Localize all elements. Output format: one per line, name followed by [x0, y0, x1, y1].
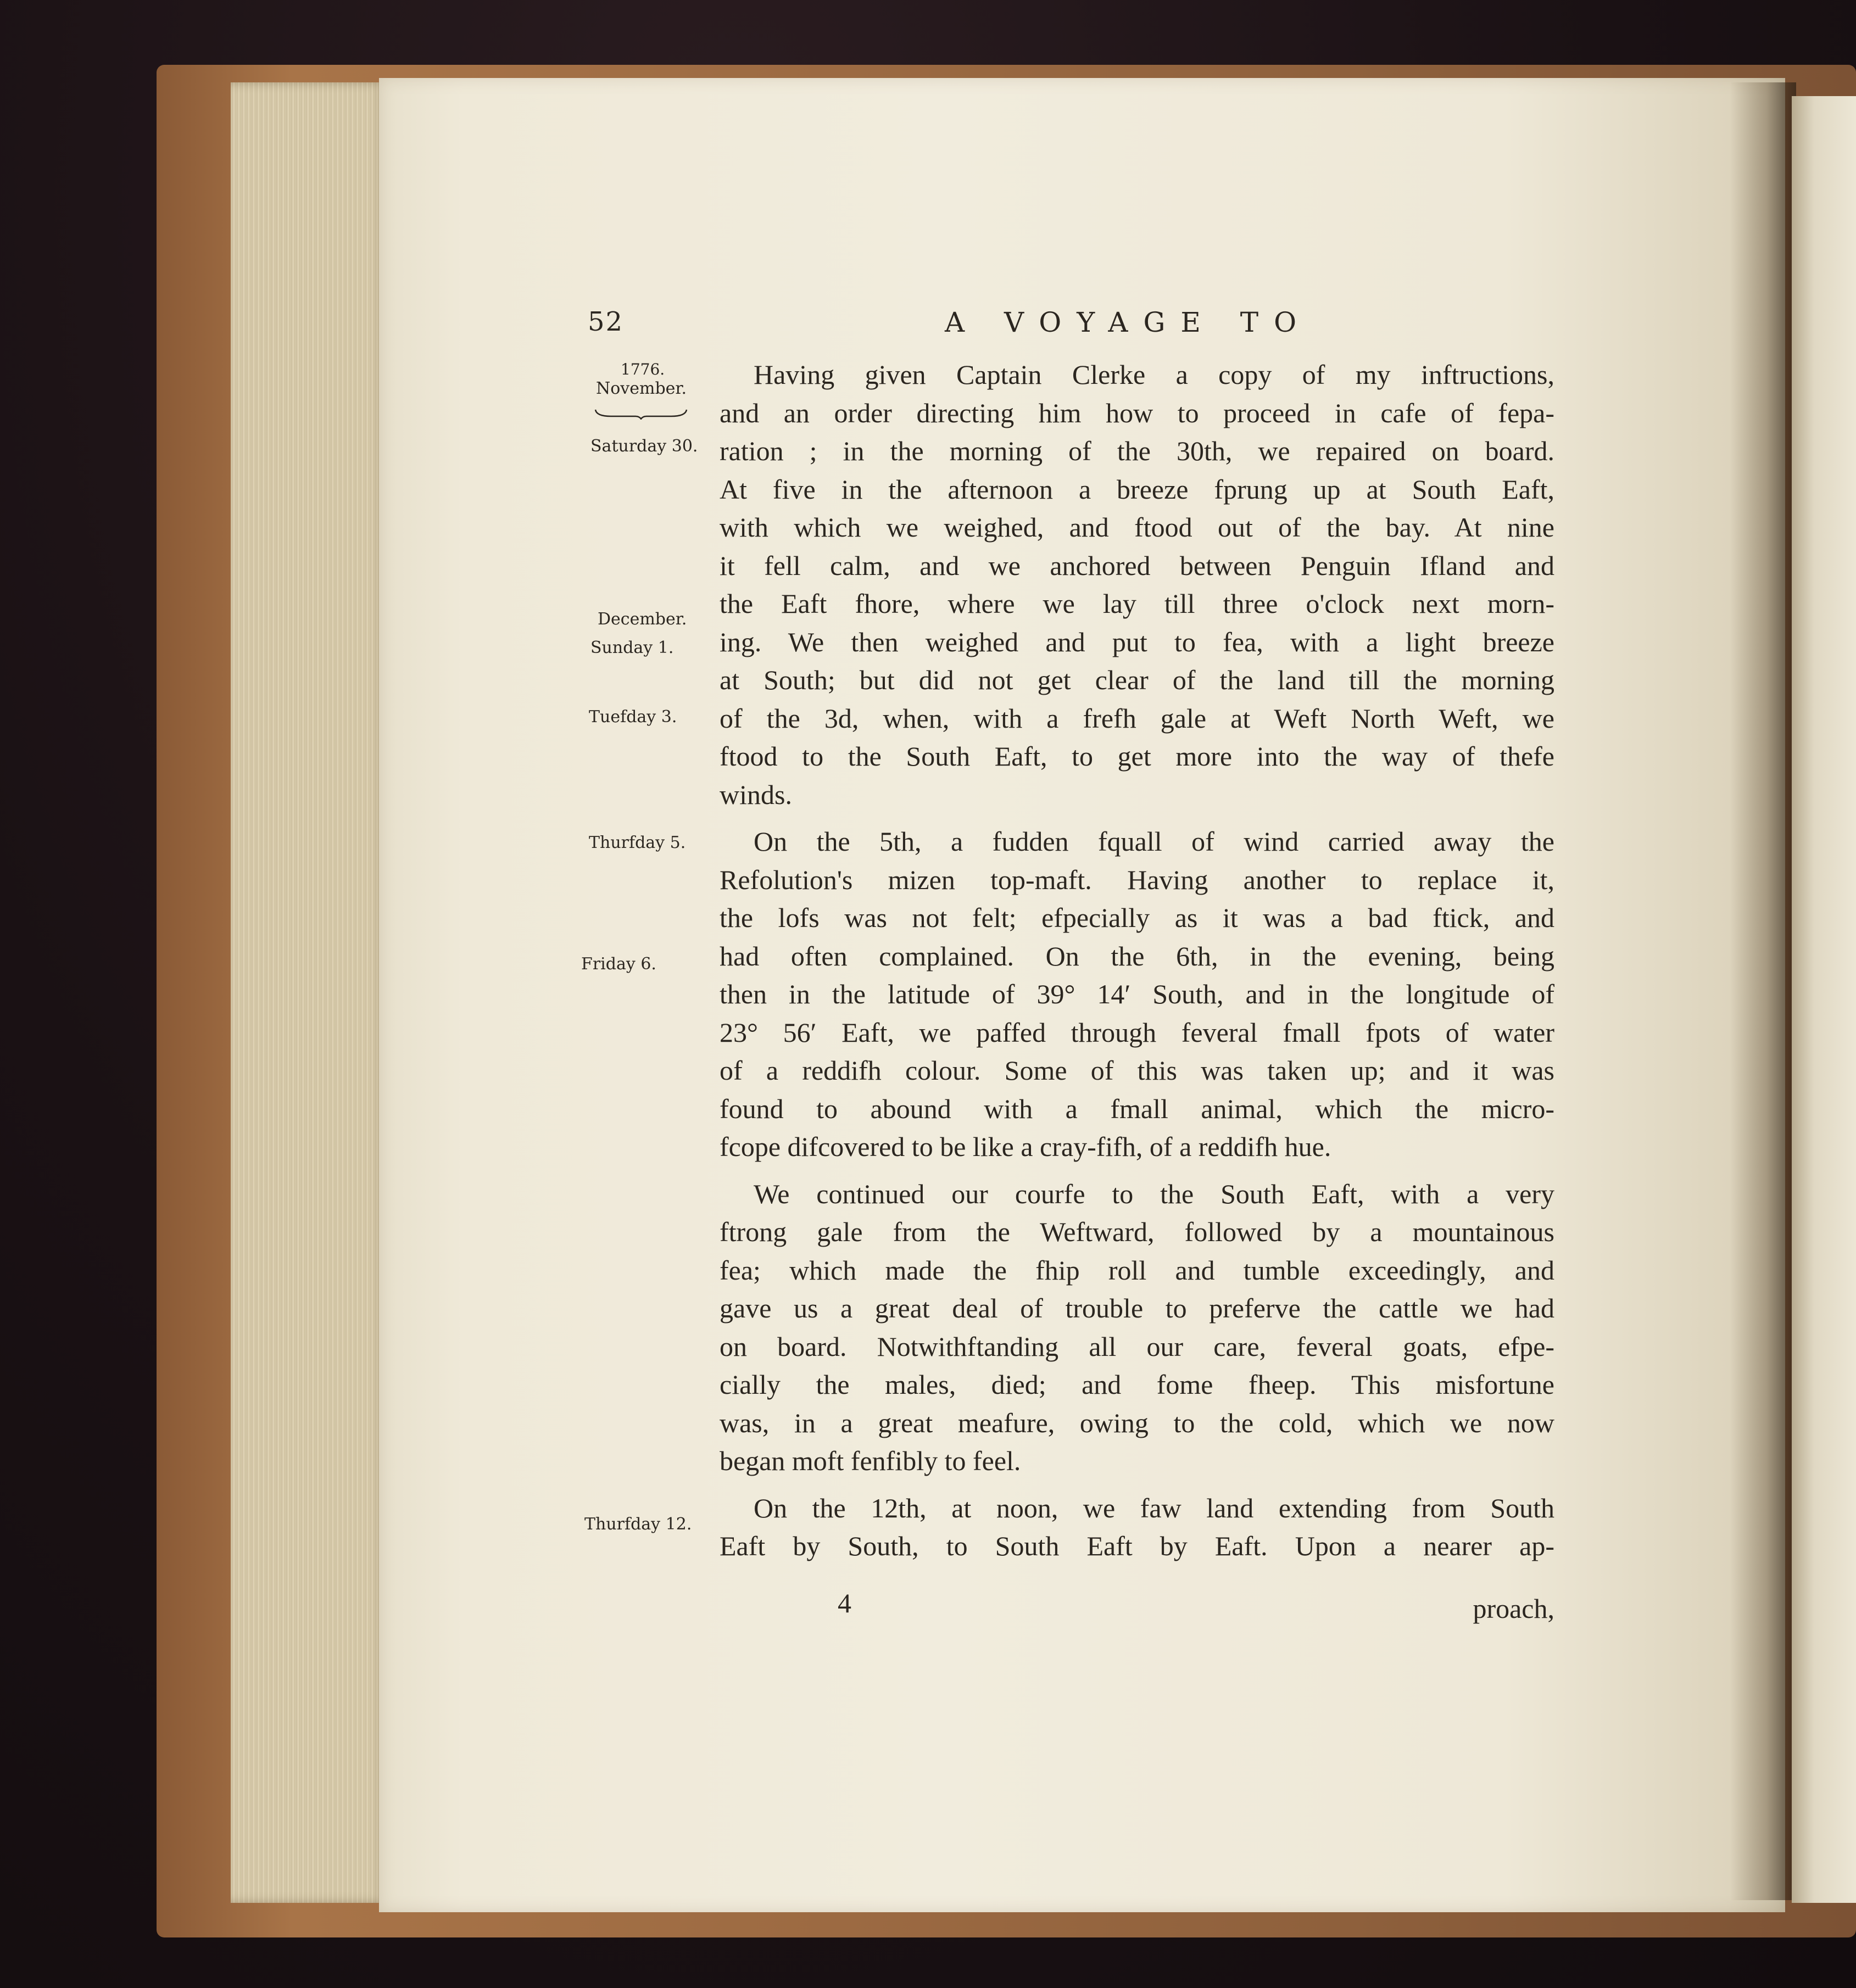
text-line: Eaft by South, to South Eaft by Eaft. Upon a nearer ap- [720, 1531, 1554, 1561]
text-line: ftrong gale from the Weftward, followed by a mountainous [720, 1216, 1554, 1247]
text-line: the lofs was not felt; efpecially as it was a bad ftick, and [720, 902, 1554, 933]
margin-tuesday-3: Tuefday 3. [589, 707, 677, 727]
text-line: the Eaft fhore, where we lay till three o'clock next morn- [720, 588, 1554, 619]
text-line: 23° 56′ Eaft, we paffed through feveral fmall fpots of water [720, 1017, 1554, 1048]
text-line: on board. Notwithftanding all our care, feveral goats, efpe- [720, 1331, 1554, 1362]
text-line: At five in the afternoon a breeze fprung up at South Eaft, [720, 473, 1554, 505]
facing-page-edge [1792, 96, 1856, 1903]
text-line: ftood to the South Eaft, to get more into the way of thefe [720, 741, 1554, 772]
text-line: cially the males, died; and fome fheep. This misfortune [720, 1369, 1554, 1400]
text-line: We continued our courfe to the South Eaft, with a very [754, 1178, 1554, 1209]
text-line: ing. We then weighed and put to fea, with a light breeze [720, 626, 1554, 657]
text-line: of a reddifh colour. Some of this was taken up; and it was [720, 1055, 1554, 1086]
margin-month-december: December. [598, 610, 687, 629]
text-line: began moft fenfibly to feel. [720, 1445, 1021, 1476]
catchword: proach, [1473, 1593, 1554, 1624]
text-line: of the 3d, when, with a frefh gale at Weft North Weft, we [720, 702, 1554, 734]
page-footer [720, 1587, 1554, 1626]
text-line: fcope difcovered to be like a cray-fifh, of a reddifh hue. [720, 1131, 1331, 1162]
paragraph [720, 356, 1554, 814]
margin-saturday-30: Saturday 30. [590, 437, 698, 456]
paragraph [720, 1175, 1554, 1481]
text-line: On the 5th, a fudden fquall of wind carried away the [754, 826, 1554, 857]
text-line: Having given Captain Clerke a copy of my inftructions, [754, 359, 1554, 390]
margin-thursday-5: Thurfday 5. [589, 833, 686, 852]
page-header [588, 306, 1560, 350]
text-line: then in the latitude of 39° 14′ South, and in the longitude of [720, 979, 1554, 1009]
text-line: gave us a great deal of trouble to preferve the cattle we had [720, 1293, 1554, 1324]
margin-brace [594, 409, 688, 420]
text-line: had often complained. On the 6th, in the evening, being [720, 940, 1554, 971]
margin-year: 1776. [621, 360, 665, 378]
text-line: and an order directing him how to proceed in cafe of fepa- [720, 397, 1554, 428]
text-line: ration ; in the morning of the 30th, we repaired on board. [720, 435, 1554, 466]
margin-sunday-1: Sunday 1. [590, 638, 674, 657]
paragraph [720, 1489, 1554, 1566]
page-edges [231, 82, 387, 1903]
text-line: Refolution's mizen top-maft. Having another to replace it, [720, 864, 1554, 895]
margin-month-november: November. [596, 379, 687, 398]
text-line: at South; but did not get clear of the land till the morning [720, 664, 1554, 695]
paragraph [720, 823, 1554, 1166]
text-line: it fell calm, and we anchored between Penguin Ifland and [720, 550, 1554, 581]
text-line: with which we weighed, and ftood out of the bay. At nine [720, 512, 1554, 543]
margin-friday-6: Friday 6. [581, 954, 656, 974]
signature-mark: 4 [838, 1588, 851, 1618]
gutter-shadow [1730, 82, 1796, 1900]
margin-thursday-12: Thurfday 12. [584, 1515, 692, 1534]
text-line: On the 12th, at noon, we faw land extending from South [754, 1492, 1554, 1523]
running-head: A VOYAGE TO [945, 306, 1312, 338]
text-line: winds. [720, 779, 792, 810]
text-line: was, in a great meafure, owing to the cold, which we now [720, 1407, 1554, 1438]
text-line: fea; which made the fhip roll and tumble exceedingly, and [720, 1254, 1554, 1286]
text-line: found to abound with a fmall animal, which the micro- [720, 1093, 1554, 1124]
page-number: 52 [588, 306, 624, 337]
body-text [720, 356, 1554, 1566]
